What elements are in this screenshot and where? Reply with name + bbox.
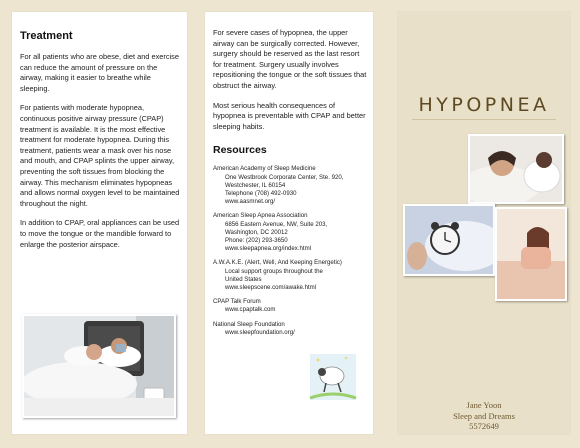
resource-name: American Sleep Apnea Association	[213, 212, 308, 220]
title-divider	[412, 119, 556, 120]
resource-awake	[213, 259, 367, 292]
sheep-clipart	[308, 352, 358, 402]
resources-panel	[205, 12, 373, 434]
resource-cpap-forum	[213, 298, 367, 314]
resource-link[interactable]: www.cpaptalk.com	[225, 306, 276, 314]
resource-asaa	[213, 212, 367, 253]
treatment-panel	[12, 12, 187, 434]
treatment-para-1: For all patients who are obese, diet and exercise can reduce the amount of pressure on the airway, making it easier to breathe while sleeping.	[20, 52, 179, 93]
resource-link[interactable]: www.sleepscene.com/awake.html	[225, 283, 317, 291]
tired-woman-photo	[468, 134, 564, 204]
consequences-para: Most serious health consequences of hypopnea is preventable with CPAP and better sleeping habits.	[213, 100, 366, 131]
resource-line: United States	[225, 275, 262, 283]
resource-name: American Academy of Sleep Medicine	[213, 165, 316, 173]
surgery-para: For severe cases of hypopnea, the upper airway can be surgically corrected. However, surgery should be reserved as the last resort for treatment. Surgery usually involves repositioning the tongue or the soft tissues that obstruct the airway.	[213, 28, 367, 90]
author-info	[398, 400, 570, 432]
resource-line: Phone: (202) 293-3650	[225, 236, 288, 244]
resource-line: Local support groups throughout the	[225, 267, 323, 275]
resource-nsf	[213, 321, 367, 337]
resource-line: Telephone (708) 492-0930	[225, 189, 297, 197]
treatment-heading: Treatment	[20, 30, 73, 42]
cover-panel	[398, 12, 570, 434]
resource-line: 6856 Eastern Avenue, NW, Suite 203,	[225, 220, 328, 228]
resource-name: National Sleep Foundation	[213, 320, 285, 328]
resources-content	[213, 28, 367, 343]
resource-line: Washington, DC 20012	[225, 228, 288, 236]
treatment-content	[20, 30, 181, 259]
resource-link[interactable]: www.sleepfoundation.org/	[225, 328, 295, 336]
cpap-sleeping-photo	[22, 314, 176, 418]
treatment-para-3: In addition to CPAP, oral appliances can be used to move the tongue or the mandible forward to enlarge the posterior airspace.	[20, 218, 180, 249]
resource-aasm	[213, 165, 367, 206]
student-id: 5572649	[469, 421, 499, 431]
author-name: Jane Yoon	[466, 400, 502, 410]
resources-heading: Resources	[213, 144, 267, 157]
alarm-clock-photo	[403, 204, 495, 276]
resource-name: A.W.A.K.E. (Alert, Well, And Keeping Energetic)	[213, 259, 342, 267]
resource-line: One Westbrook Corporate Center, Ste. 920,	[225, 173, 344, 181]
brochure-title: HYPOPNEA	[418, 94, 550, 116]
bed-woman-photo	[495, 207, 567, 301]
resource-line: Westchester, IL 60154	[225, 181, 286, 189]
resource-link[interactable]: www.aasmnet.org/	[225, 198, 276, 206]
resource-name: CPAP Talk Forum	[213, 298, 261, 306]
treatment-para-2: For patients with moderate hypopnea, continuous positive airway pressure (CPAP) treatment is available. It is the most effective treatment for moderate hypopnea. During this treatment, patients wear a mask over his nose and mouth, and CPAP splints the upper airway, preventing the soft tissues from blocking the airway. This mechanism eliminates hypopneas and allows normal oxygen level to be maintained throughout the night.	[20, 103, 180, 208]
course-name: Sleep and Dreams	[453, 410, 515, 421]
resource-link[interactable]: www.sleepapnea.org/index.html	[225, 245, 312, 253]
